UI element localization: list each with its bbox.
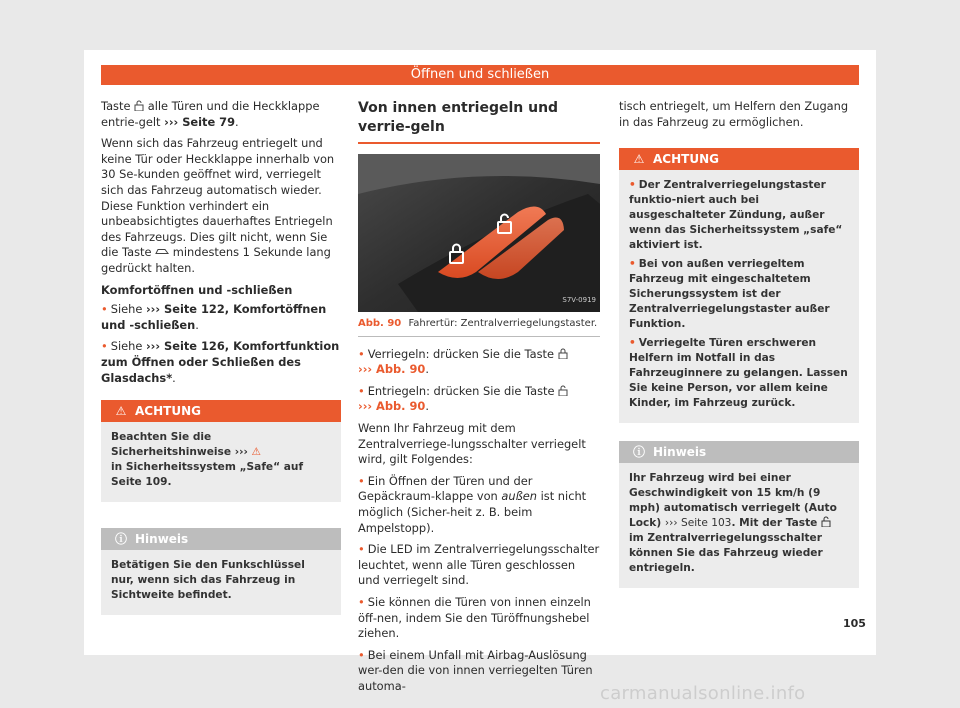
text: . <box>235 114 239 129</box>
hint-body <box>619 463 859 588</box>
text: alle Türen und die Heckklappe entrie-gelt <box>101 99 320 129</box>
bullet-item <box>358 595 600 642</box>
section-title: Von innen entriegeln und verrie-geln <box>358 99 600 144</box>
text: Beachten Sie die Sicherheitshinweise ››› <box>111 431 248 459</box>
text: in Sicherheitssystem „Safe“ auf Seite 109. <box>111 461 304 489</box>
warning-triangle-icon: ⚠ <box>633 152 645 167</box>
bullet-icon: • <box>629 337 636 350</box>
text: außen <box>501 489 537 504</box>
page-link[interactable]: ››› Seite 126, Komfortfunktion zum Öffnen oder Schließen des Glasdachs* <box>101 339 340 385</box>
hint-header <box>101 528 341 550</box>
bullet-icon: • <box>358 594 365 609</box>
text: Bei einem Unfall mit Airbag-Auslösung wer-den die von innen verriegelten Türen automa- <box>358 647 593 693</box>
info-icon: ⓘ <box>632 445 645 460</box>
text: Siehe <box>110 302 143 317</box>
car-icon <box>155 246 169 257</box>
text: . <box>172 370 176 385</box>
page-link[interactable]: ››› Seite 122, Komfortöffnen und -schließen <box>101 302 327 332</box>
text: Bei von außen verriegeltem Fahrzeug mit eingeschaltetem Sicherungssystem ist der Zentralverriegelungstaster außer Funktion. <box>629 258 830 331</box>
paragraph: Wenn Ihr Fahrzeug mit dem Zentralverriege-lungsschalter verriegelt wird, gilt Folgendes: <box>358 420 586 467</box>
page-number: 105 <box>843 617 866 630</box>
text: ist nicht möglich (Sicher-heit z. B. beim Ampelstopp). <box>358 489 587 535</box>
figure-caption <box>358 316 600 337</box>
caption-text: Fahrertür: Zentralverriegelungstaster. <box>408 318 598 329</box>
figure-link[interactable]: ››› Abb. 90 <box>358 362 426 377</box>
bullet-icon: • <box>358 346 365 361</box>
text: Siehe <box>110 339 143 354</box>
column-left <box>101 99 341 615</box>
caption-label: Abb. 90 <box>358 318 402 329</box>
bullet-icon: • <box>101 302 108 317</box>
text: Die LED im Zentralverriegelungsschalter leuchtet, wenn alle Türen geschlossen und verriegelt sind. <box>358 542 600 588</box>
figure-code: S7V-0919 <box>562 296 596 305</box>
text: Der Zentralverriegelungstaster funktio-niert auch bei ausgeschalteter Zündung, außer wenn das Sicherheitssystem „safe“ aktiviert ist. <box>629 179 843 252</box>
unlock-icon <box>558 385 568 396</box>
warning-triangle-icon: ⚠ <box>251 446 262 459</box>
warning-box <box>619 148 859 423</box>
page-link[interactable]: ››› Seite 103 <box>664 517 732 530</box>
bullet-item: • Entriegeln: drücken Sie die Taste ››› Abb. 90. <box>358 384 600 415</box>
text: Sie können die Türen von innen einzeln öff-nen, indem Sie den Türöffnungshebel ziehen. <box>358 594 591 641</box>
bullet-item <box>358 474 600 536</box>
column-right <box>619 99 859 588</box>
text: Ein Öffnen der Türen und der Gepäckraum-klappe von <box>358 473 533 504</box>
hint-title: Hinweis <box>135 532 189 547</box>
warning-header <box>101 400 341 422</box>
hint-title: Hinweis <box>653 445 707 460</box>
bullet-icon: • <box>101 339 108 354</box>
door-lock-figure <box>358 154 600 312</box>
lock-icon <box>558 348 568 359</box>
page-link[interactable]: ››› Seite 79 <box>164 114 236 129</box>
paragraph-taste <box>101 99 341 130</box>
warning-header <box>619 148 859 170</box>
text: Verriegeln: drücken Sie die Taste <box>367 346 554 361</box>
bullet-icon: • <box>358 383 365 398</box>
bullet-item <box>101 302 341 333</box>
text: Wenn sich das Fahrzeug entriegelt und keine Tür oder Heckklappe innerhalb von 30 Se-kunden geöffnet wird, verriegelt sich das Fahrzeug automatisch wieder. Diese Funktion verhindert ein unbeabsichtigtes dauerhaftes Entriegeln des Fahrzeugs. Dies gilt nicht, wenn Sie die Taste <box>101 136 335 260</box>
text: im Zentralverriegelungsschalter können Sie das Fahrzeug wieder entriegeln. <box>629 532 823 575</box>
unlock-icon <box>134 100 144 111</box>
bullet-icon: • <box>358 473 365 488</box>
text: Taste <box>101 99 131 113</box>
warning-title: ACHTUNG <box>135 404 201 419</box>
warning-triangle-icon: ⚠ <box>115 404 127 419</box>
bullet-icon: • <box>358 542 365 557</box>
text: mindestens 1 Sekunde lang gedrückt halten. <box>101 245 331 275</box>
column-middle <box>358 99 600 700</box>
bullet-item: • Verriegeln: drücken Sie die Taste ››› Abb. 90. <box>358 347 600 378</box>
figure-link[interactable]: ››› Abb. 90 <box>358 399 426 414</box>
unlock-icon <box>821 516 831 527</box>
warning-box <box>101 400 341 502</box>
text: Ihr Fahrzeug wird bei einer Geschwindigkeit von 15 km/h (9 mph) automatisch verriegelt (Auto Lock) <box>629 472 837 530</box>
text: Verriegelte Türen erschweren Helfern im Notfall in das Fahrzeuginnere zu gelangen. Lassen Sie keine Person, vor allem keine Kinder, im Fahrzeug zurück. <box>629 337 848 410</box>
info-icon: ⓘ <box>114 532 127 547</box>
warning-body <box>101 422 341 502</box>
bullet-item <box>358 542 600 589</box>
bullet-icon: • <box>629 179 636 192</box>
text: . Mit der Taste <box>731 517 818 530</box>
bullet-icon: • <box>629 258 636 271</box>
paragraph: tisch entriegelt, um Helfern den Zugang in das Fahrzeug zu ermöglichen. <box>619 99 849 129</box>
text: Entriegeln: drücken Sie die Taste <box>367 383 555 398</box>
bullet-item <box>101 339 341 386</box>
warning-body <box>619 170 859 423</box>
hint-box <box>101 528 341 615</box>
chapter-header: Öffnen und schließen <box>101 65 859 85</box>
hint-body <box>101 550 341 615</box>
hint-box <box>619 441 859 588</box>
door-panel-illustration <box>358 154 600 312</box>
warning-title: ACHTUNG <box>653 152 719 167</box>
bullet-icon: • <box>358 647 365 662</box>
paragraph-relock <box>101 136 341 276</box>
bullet-item <box>358 648 600 695</box>
subtitle-komfort: Komfortöffnen und -schließen <box>101 282 293 297</box>
text: Betätigen Sie den Funkschlüssel nur, wenn sich das Fahrzeug in Sichtweite befindet. <box>111 559 305 602</box>
text: . <box>195 317 199 332</box>
hint-header <box>619 441 859 463</box>
watermark: carmanualsonline.info <box>600 683 806 704</box>
